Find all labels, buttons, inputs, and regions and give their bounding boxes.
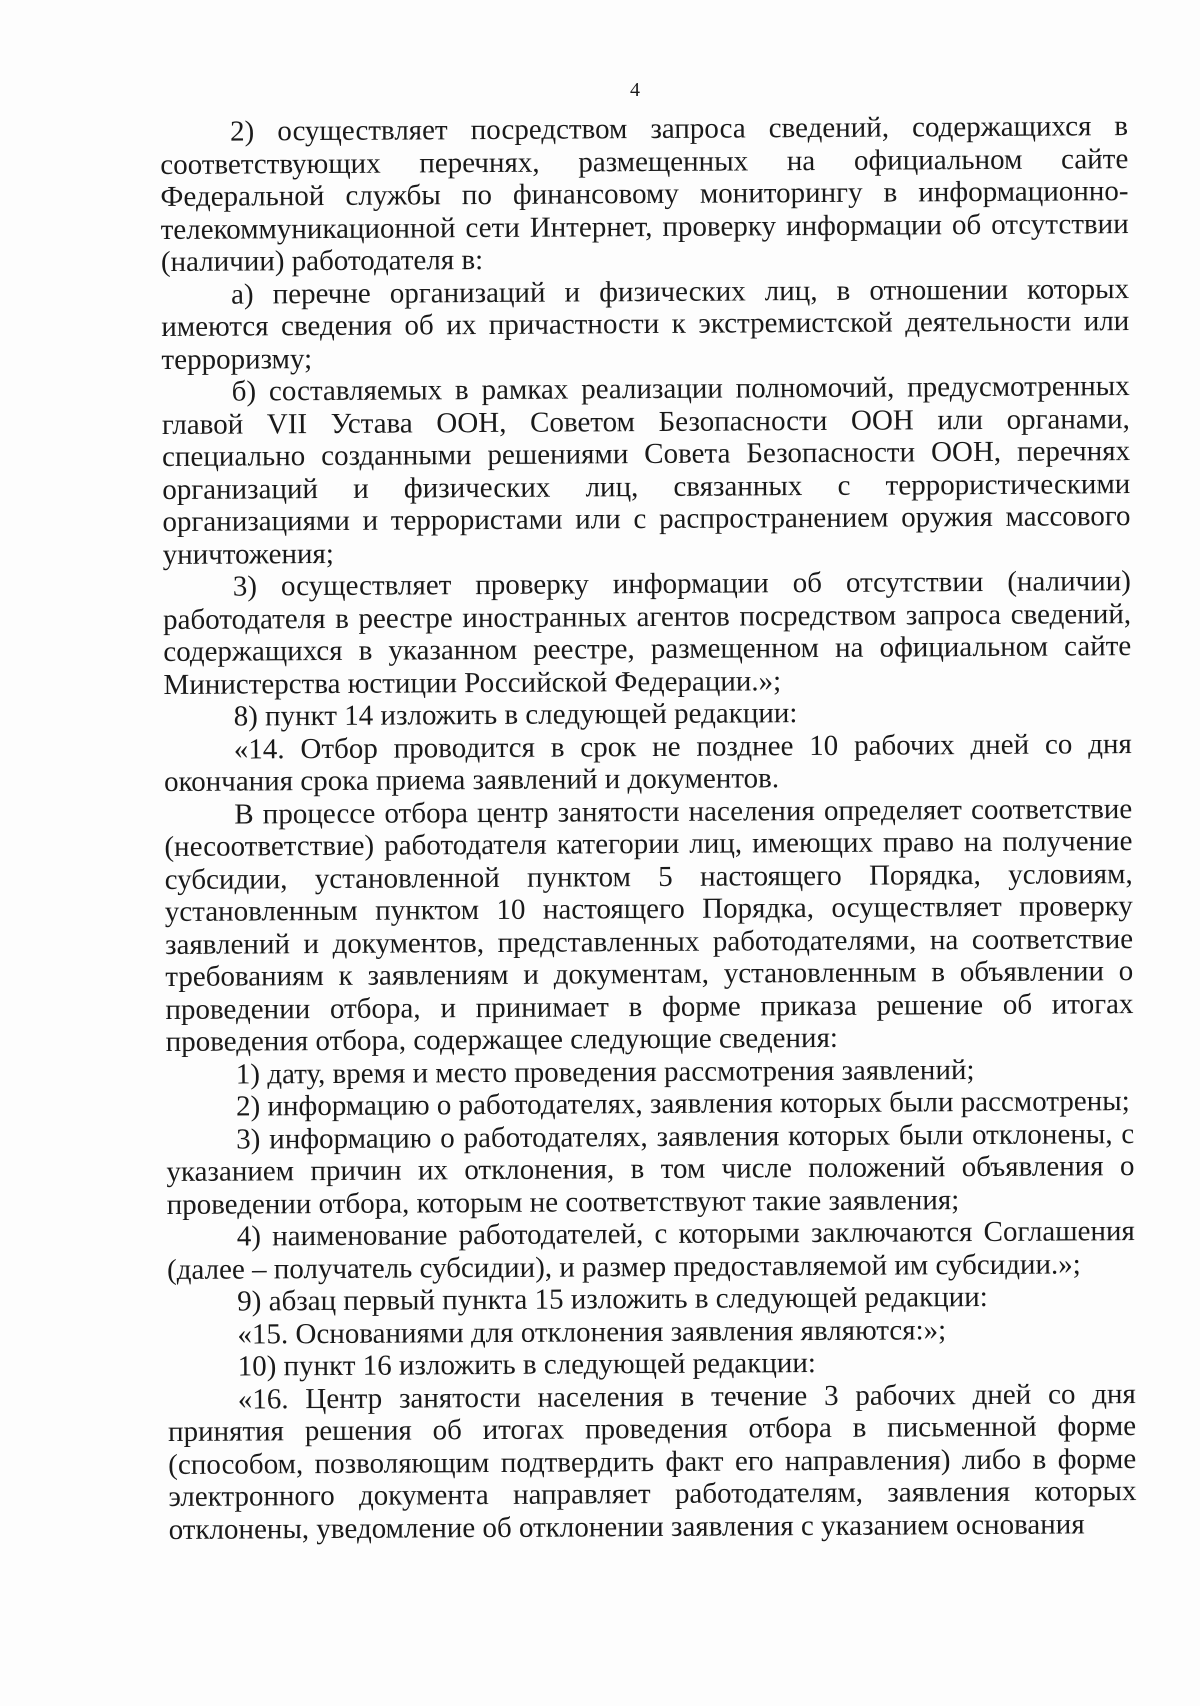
paragraph-clause-14: «14. Отбор проводится в срок не позднее 10 рабочих дней со дня окончания срока приема заявлений и документов. <box>163 727 1132 798</box>
paragraph-item-3-foreign-agents: 3) осуществляет проверку информации об отсутствии (наличии) работодателя в реестре иностранных агентов посредством запроса сведений, содержащихся в указанном реестре, размещенном на официальном сайте Министерства юстиции Российской Федерации.»; <box>162 565 1132 701</box>
paragraph-info-4: 4) наименование работодателей, с которыми заключаются Соглашения (далее – получатель субсидии), и размер предоставляемой им субсидии.»; <box>166 1215 1135 1286</box>
paragraph-amend-9: 9) абзац первый пункта 15 изложить в следующей редакции: <box>237 1280 988 1318</box>
paragraph-amend-10: 10) пункт 16 изложить в следующей редакции: <box>237 1347 816 1383</box>
document-body <box>160 110 1137 1546</box>
page-number: 4 <box>630 79 640 101</box>
paragraph-subitem-a: а) перечне организаций и физических лиц, в отношении которых имеются сведения об их причастности к экстремистской деятельности или терроризму; <box>161 272 1130 376</box>
paragraph-amend-8: 8) пункт 14 изложить в следующей редакции: <box>233 697 798 733</box>
paragraph-clause-16: «16. Центр занятости населения в течение 3 рабочих дней со дня принятия решения об итогах проведения отбора в письменной форме (способом, позволяющим подтвердить факт его направления) либо в форме электронного документа направляет работодателям, заявления которых отклонены, уведомление об отклонении заявления с указанием основания <box>167 1377 1137 1546</box>
paragraph-info-3: 3) информацию о работодателях, заявления которых были отклонены, с указанием причин их отклонения, в том числе положений объявления о проведении отбора, которым не соответствуют такие заявления; <box>166 1117 1135 1221</box>
paragraph-item-2-check-lists: 2) осуществляет посредством запроса сведений, содержащихся в соответствующих перечнях, размещенных на официальном сайте Федеральной службы по финансовому мониторингу в информационно-телекоммуникационной сети Интернет, проверку информации об отсутствии (наличии) работодателя в: <box>160 110 1129 278</box>
paragraph-info-2: 2) информацию о работодателях, заявления которых были рассмотрены; <box>235 1085 1130 1123</box>
paragraph-selection-process: В процессе отбора центр занятости населения определяет соответствие (несоответствие) работодателя категории лиц, имеющих право на получение субсидии, установленной пунктом 5 настоящего Порядка, условиям, установленным пунктом 10 настоящего Порядка, осуществляет проверку заявлений и документов, представленных работодателями, на соответствие требованиям к заявлениям и документам, установленным в объявлении о проведении отбора, и принимает в форме приказа решение об итогах проведения отбора, содержащее следующие сведения: <box>164 792 1134 1058</box>
paragraph-subitem-b: б) составляемых в рамках реализации полномочий, предусмотренных главой VII Устава ООН, Советом Безопасности ООН или органами, специально созданными решениями Совета Безопасности ООН, перечнях организаций и физических лиц, связанных с террористическими организациями и террористами или с распространением оружия массового уничтожения; <box>161 370 1131 571</box>
paragraph-info-1: 1) дату, время и место проведения рассмотрения заявлений; <box>235 1053 975 1091</box>
paragraph-clause-15: «15. Основаниями для отклонения заявления являются:»; <box>237 1313 947 1351</box>
